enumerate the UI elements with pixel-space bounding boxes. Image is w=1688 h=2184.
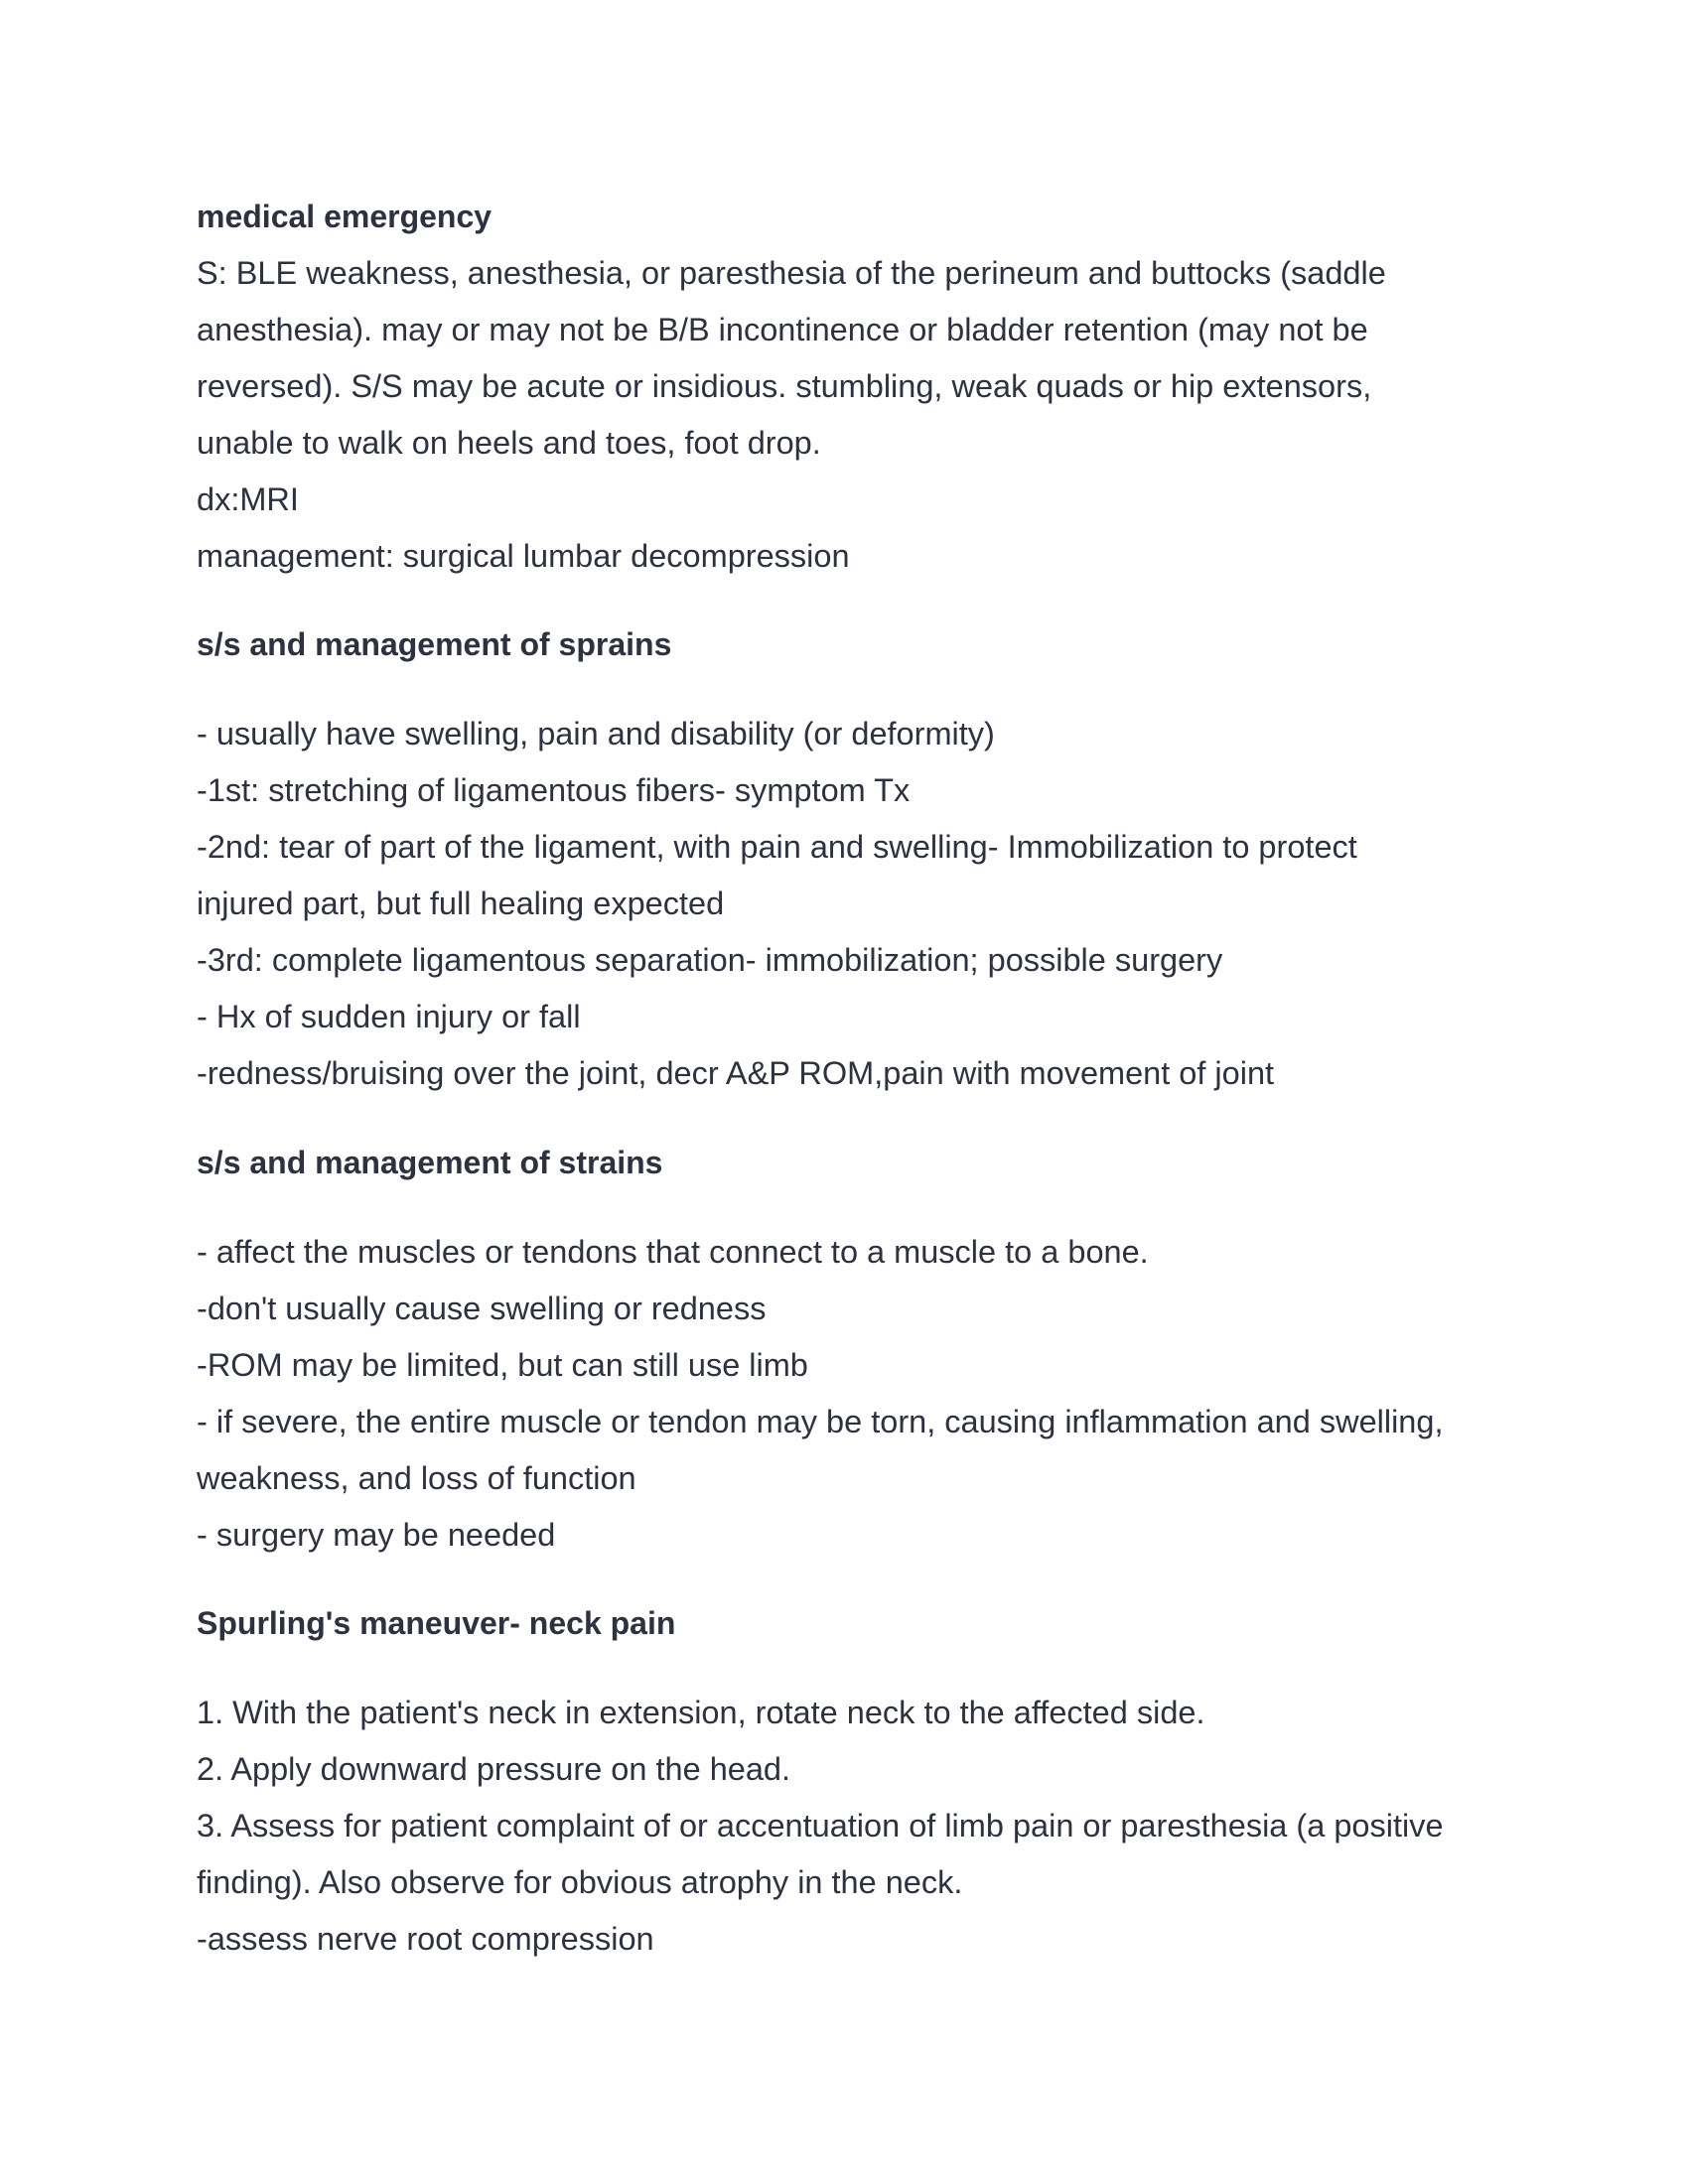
text-line: - affect the muscles or tendons that connect to a muscle to a bone. — [197, 1234, 1149, 1270]
section-sprains — [197, 616, 1507, 1102]
text-line: unable to walk on heels and toes, foot drop. — [197, 425, 821, 461]
section-medical-emergency — [197, 189, 1507, 585]
section-spurling — [197, 1595, 1507, 1968]
section-strains — [197, 1135, 1507, 1564]
text-line: anesthesia). may or may not be B/B incontinence or bladder retention (may not be — [197, 312, 1368, 347]
text-line: 3. Assess for patient complaint of or accentuation of limb pain or paresthesia (a positive — [197, 1808, 1444, 1843]
text-line: -redness/bruising over the joint, decr A&P ROM,pain with movement of joint — [197, 1055, 1275, 1091]
text-line: - Hx of sudden injury or fall — [197, 999, 581, 1034]
text-line: -3rd: complete ligamentous separation- immobilization; possible surgery — [197, 942, 1223, 978]
text-line: finding). Also observe for obvious atrophy in the neck. — [197, 1864, 963, 1900]
text-line: -ROM may be limited, but can still use limb — [197, 1347, 808, 1383]
text-line: injured part, but full healing expected — [197, 886, 725, 921]
text-line: - if severe, the entire muscle or tendon may be torn, causing inflammation and swelling, — [197, 1404, 1444, 1439]
text-line: - usually have swelling, pain and disability (or deformity) — [197, 716, 995, 751]
text-line: 1. With the patient's neck in extension, rotate neck to the affected side. — [197, 1695, 1205, 1730]
section-heading: s/s and management of sprains — [197, 626, 672, 662]
text-line: -assess nerve root compression — [197, 1921, 654, 1957]
text-line: -2nd: tear of part of the ligament, with pain and swelling- Immobilization to protect — [197, 829, 1357, 865]
text-line: S: BLE weakness, anesthesia, or paresthesia of the perineum and buttocks (saddle — [197, 255, 1386, 291]
text-line: - surgery may be needed — [197, 1517, 556, 1553]
section-heading: medical emergency — [197, 199, 492, 234]
text-line: dx:MRI — [197, 481, 299, 517]
text-line: -1st: stretching of ligamentous fibers- symptom Tx — [197, 772, 911, 808]
text-line: reversed). S/S may be acute or insidious. stumbling, weak quads or hip extensors, — [197, 368, 1372, 404]
text-line: weakness, and loss of function — [197, 1460, 636, 1496]
text-line: -don't usually cause swelling or redness — [197, 1291, 767, 1326]
text-line: 2. Apply downward pressure on the head. — [197, 1751, 791, 1787]
section-heading: s/s and management of strains — [197, 1145, 663, 1180]
section-heading: Spurling's maneuver- neck pain — [197, 1605, 676, 1641]
text-line: management: surgical lumbar decompression — [197, 538, 850, 574]
